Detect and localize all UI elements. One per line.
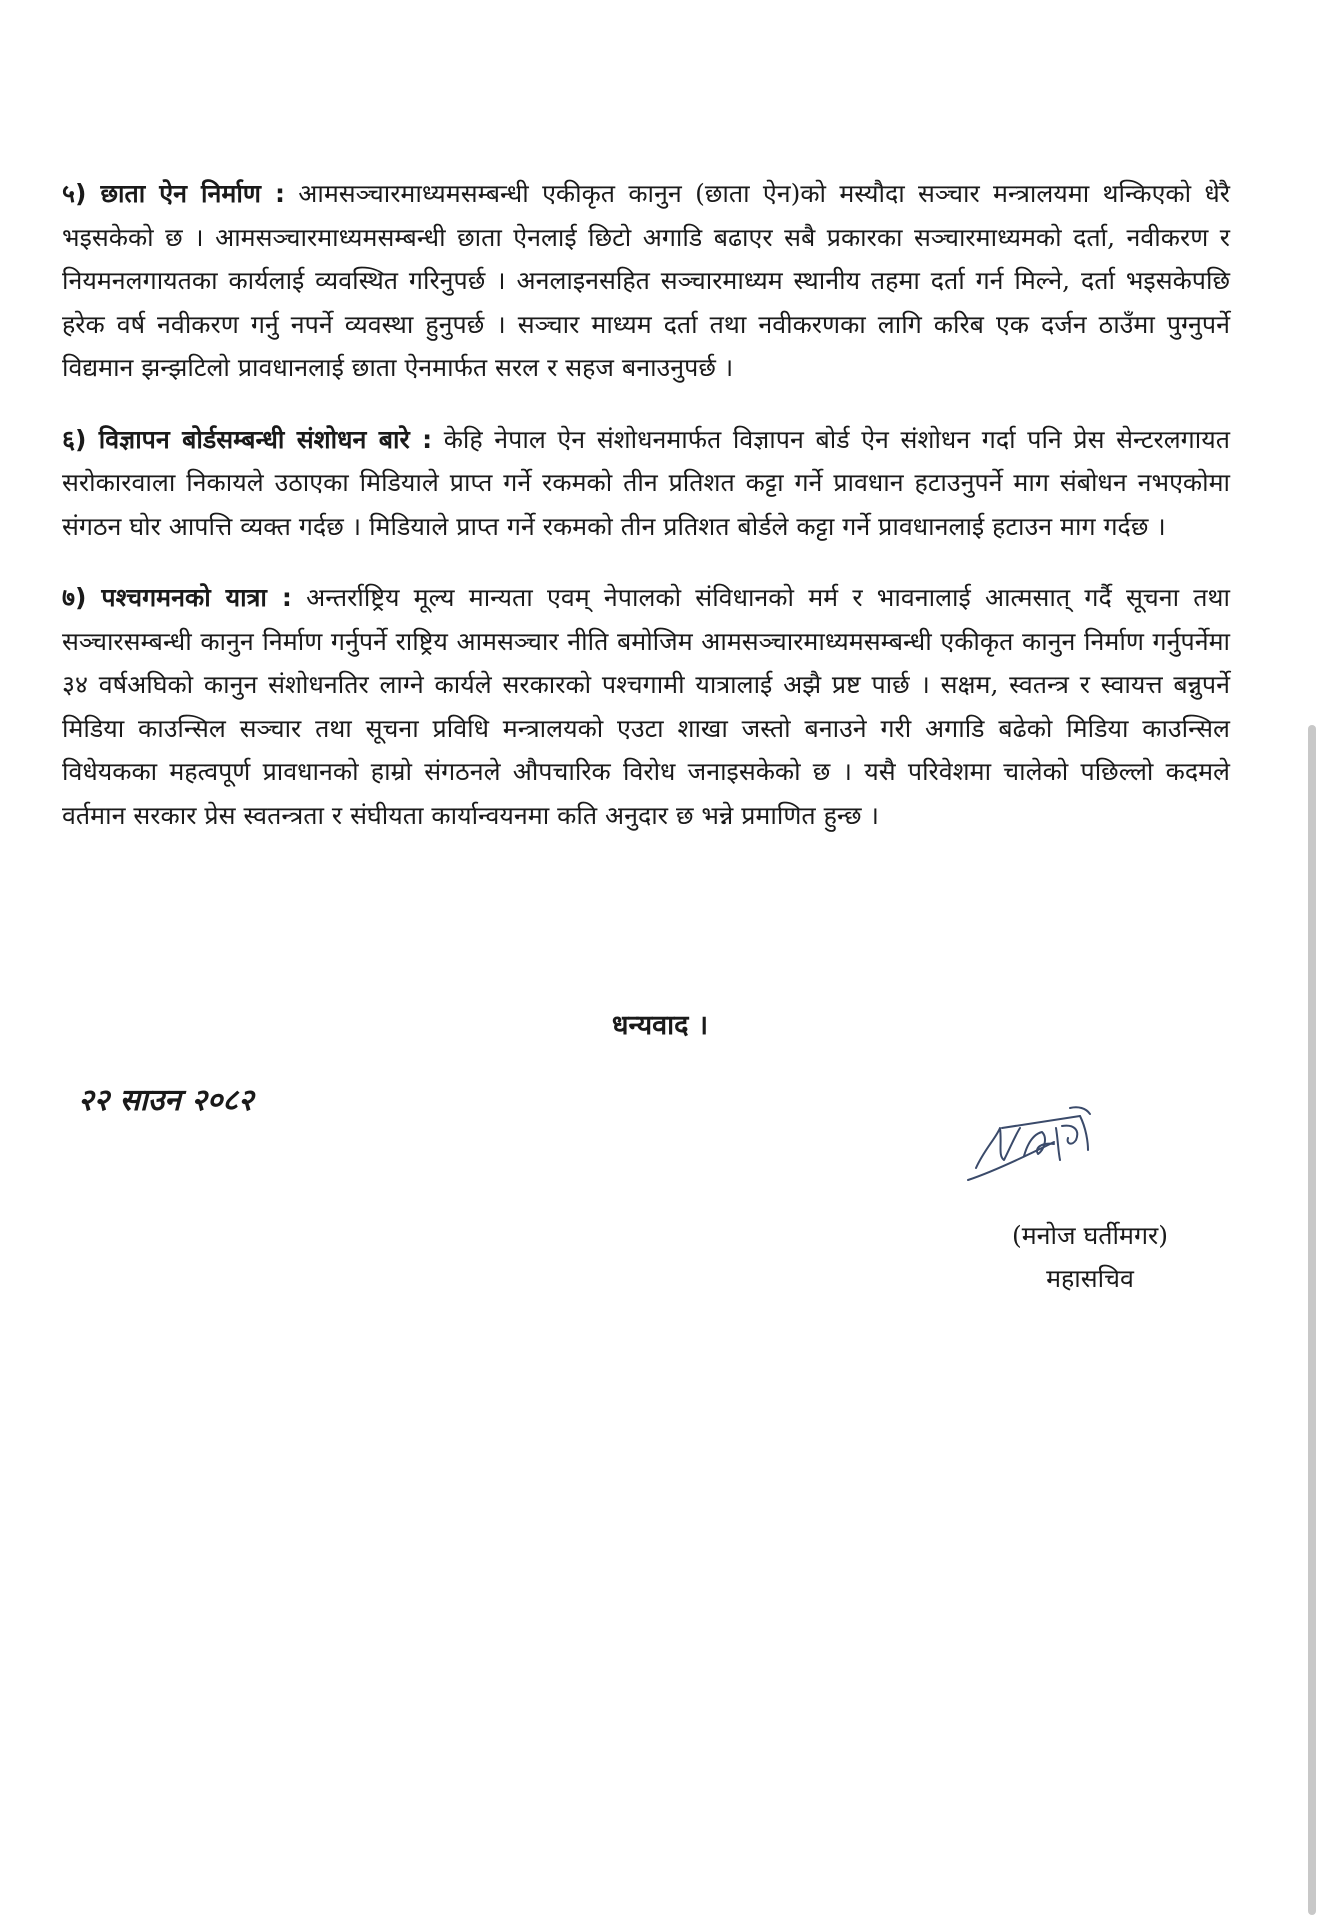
section-5-heading: ५) छाता ऐन निर्माण :: [62, 179, 285, 208]
section-6-heading: ६) विज्ञापन बोर्डसम्बन्धी संशोधन बारे :: [62, 424, 433, 454]
document-body: [62, 172, 1230, 865]
section-7-heading: ७) पश्चगमनको यात्रा :: [62, 583, 292, 612]
closing-thanks: धन्यवाद ।: [611, 1010, 709, 1041]
section-7-body: अन्तर्राष्ट्रिय मूल्य मान्यता एवम् नेपालको संविधानको मर्म र भावनालाई आत्मसात् गर्दै सूचना तथा सञ्चारसम्बन्धी कानुन निर्माण गर्नुपर्ने राष्ट्रिय आमसञ्चार नीति बमोजिम आमसञ्चारमाध्यमसम्बन्धी एकीकृत कानुन निर्माण गर्नुपर्नेमा ३४ वर्षअघिको कानुन संशोधनतिर लाग्ने कार्यले सरकारको पश्चगामी यात्रालाई अझै प्रष्ट पार्छ । सक्षम, स्वतन्त्र र स्वायत्त बन्नुपर्ने मिडिया काउन्सिल सञ्चार तथा सूचना प्रविधि मन्त्रालयको एउटा शाखा जस्तो बनाउने गरी अगाडि बढेको मिडिया काउन्सिल विधेयकका महत्वपूर्ण प्रावधानको हाम्रो संगठनले औपचारिक विरोध जनाइसकेको छ । यसै परिवेशमा चालेको पछिल्लो कदमले वर्तमान सरकार प्रेस स्वतन्त्रता र संघीयता कार्यान्वयनमा कति अनुदार छ भन्ने प्रमाणित हुन्छ ।: [62, 583, 1230, 830]
signatory-name: (मनोज घर्तीमगर): [1011, 1221, 1169, 1250]
handwritten-signature: [962, 1098, 1122, 1198]
section-6-body: केहि नेपाल ऐन संशोधनमार्फत विज्ञापन बोर्ड ऐन संशोधन गर्दा पनि प्रेस सेन्टरलगायत सरोकारवाला निकायले उठाएका मिडियाले प्राप्त गर्ने रकमको तीन प्रतिशत कट्टा गर्ने प्रावधान हटाउनुपर्ने माग संबोधन नभएकोमा संगठन घोर आपत्ति व्यक्त गर्दछ । मिडियाले प्राप्त गर्ने रकमको तीन प्रतिशत बोर्डले कट्टा गर्ने प्रावधानलाई हटाउन माग गर्दछ ।: [62, 424, 1230, 541]
section-5-body: आमसञ्चारमाध्यमसम्बन्धी एकीकृत कानुन (छाता ऐन)को मस्यौदा सञ्चार मन्त्रालयमा थन्किएको धेरै भइसकेको छ । आमसञ्चारमाध्यमसम्बन्धी छाता ऐनलाई छिटो अगाडि बढाएर सबै प्रकारका सञ्चारमाध्यमको दर्ता, नवीकरण र नियमनलगायतका कार्यलाई व्यवस्थित गरिनुपर्छ । अनलाइनसहित सञ्चारमाध्यम स्थानीय तहमा दर्ता गर्न मिल्ने, दर्ता भइसकेपछि हरेक वर्ष नवीकरण गर्नु नपर्ने व्यवस्था हुनुपर्छ । सञ्चार माध्यम दर्ता तथा नवीकरणका लागि करिब एक दर्जन ठाउँमा पुग्नुपर्ने विद्यमान झन्झटिलो प्रावधानलाई छाता ऐनमार्फत सरल र सहज बनाउनुपर्छ ।: [62, 179, 1230, 382]
vertical-scrollbar[interactable]: [1308, 725, 1316, 1915]
document-date: २२ साउन २०८२: [78, 1083, 254, 1118]
section-5-paragraph: [62, 172, 1230, 390]
signatory-title: महासचिव: [1046, 1264, 1134, 1293]
section-6-paragraph: [62, 418, 1230, 549]
section-7-paragraph: [62, 576, 1230, 837]
